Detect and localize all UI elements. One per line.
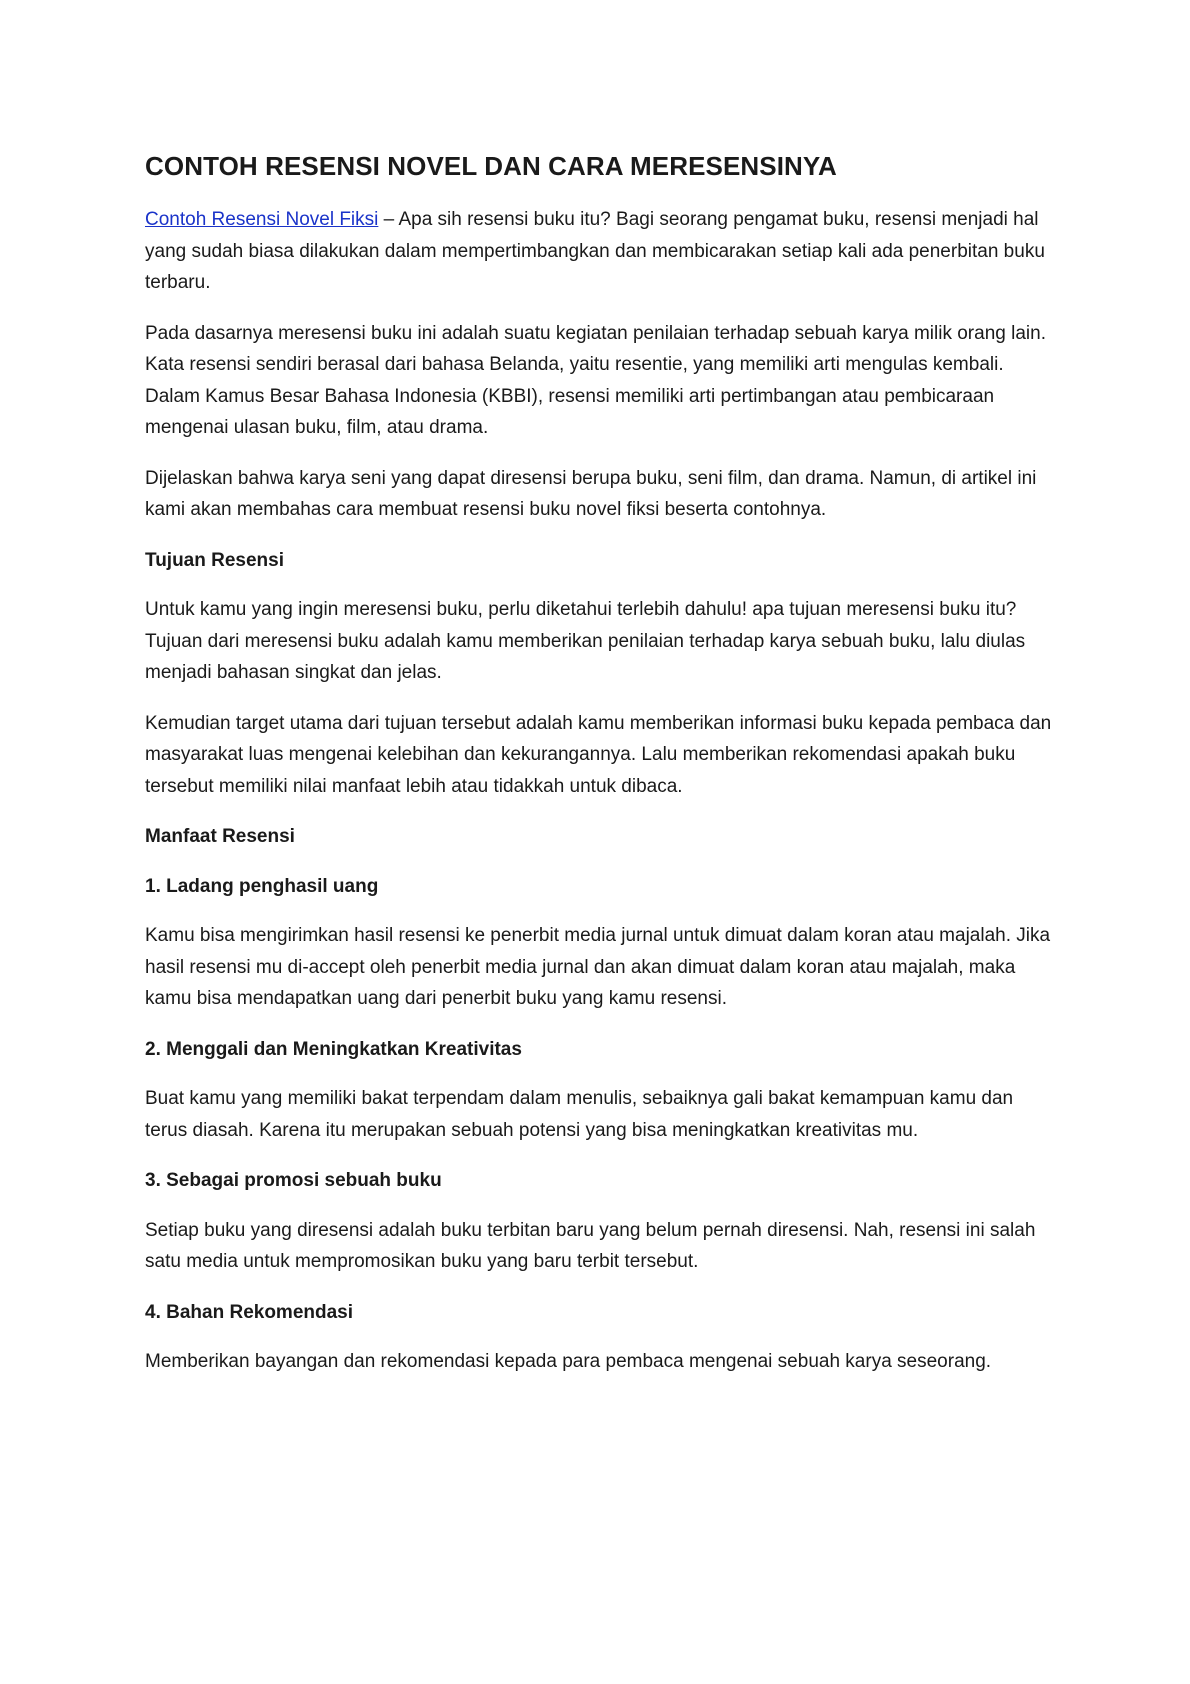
document-title: CONTOH RESENSI NOVEL DAN CARA MERESENSINYA (145, 151, 837, 181)
paragraph-tujuan-2: Kemudian target utama dari tujuan tersebut adalah kamu memberikan informasi buku kepada pembaca dan masyarakat luas mengenai kelebihan dan kekurangannya. Lalu memberikan rekomendasi apakah buku tersebut memiliki nilai manfaat lebih atau tidakkah untuk dibaca. (145, 712, 1052, 797)
heading-tujuan: Tujuan Resensi (145, 549, 285, 571)
paragraph-definition: Pada dasarnya meresensi buku ini adalah suatu kegiatan penilaian terhadap sebuah karya milik orang lain. Kata resensi sendiri berasal dari bahasa Belanda, yaitu resentie, yang memiliki arti mengulas kembali. Dalam Kamus Besar Bahasa Indonesia (KBBI), resensi memiliki arti pertimbangan atau pembicaraan mengenai ulasan buku, film, atau drama. (145, 322, 1046, 438)
manfaat-item-2-heading: 2. Menggali dan Meningkatkan Kreativitas (145, 1038, 522, 1060)
manfaat-item-4-text: Memberikan bayangan dan rekomendasi kepada para pembaca mengenai sebuah karya seseorang. (145, 1351, 992, 1372)
manfaat-item-1-heading: 1. Ladang penghasil uang (145, 875, 379, 897)
intro-text: – Apa sih resensi buku itu? Bagi seorang pengamat buku, resensi menjadi hal yang sudah biasa dilakukan dalam mempertimbangkan dan membicarakan setiap kali ada penerbitan buku terbaru. (145, 209, 1045, 293)
manfaat-item-3-text: Setiap buku yang diresensi adalah buku terbitan baru yang belum pernah diresensi. Nah, resensi ini salah satu media untuk mempromosikan buku yang baru terbit tersebut. (145, 1219, 1036, 1272)
manfaat-item-3-heading: 3. Sebagai promosi sebuah buku (145, 1170, 442, 1191)
intro-link[interactable]: Contoh Resensi Novel Fiksi (145, 209, 379, 230)
manfaat-item-1-text: Kamu bisa mengirimkan hasil resensi ke penerbit media jurnal untuk dimuat dalam koran atau majalah. Jika hasil resensi mu di-accept oleh penerbit media jurnal dan akan dimuat dalam koran atau majalah, maka kamu bisa mendapatkan uang dari penerbit buku yang kamu resensi. (145, 925, 1051, 1009)
intro-paragraph (145, 204, 1055, 299)
heading-manfaat: Manfaat Resensi (145, 826, 295, 847)
manfaat-item-4-heading: 4. Bahan Rekomendasi (145, 1301, 354, 1323)
manfaat-item-2-text: Buat kamu yang memiliki bakat terpendam dalam menulis, sebaiknya gali bakat kemampuan kamu dan terus diasah. Karena itu merupakan sebuah potensi yang bisa meningkatkan kreativitas mu. (145, 1088, 1014, 1141)
paragraph-scope: Dijelaskan bahwa karya seni yang dapat diresensi berupa buku, seni film, dan drama. Namun, di artikel ini kami akan membahas cara membuat resensi buku novel fiksi beserta contohnya. (145, 467, 1037, 520)
paragraph-tujuan-1: Untuk kamu yang ingin meresensi buku, perlu diketahui terlebih dahulu! apa tujuan meresensi buku itu? Tujuan dari meresensi buku adalah kamu memberikan penilaian terhadap karya sebuah buku, lalu diulas menjadi bahasan singkat dan jelas. (145, 599, 1026, 683)
document-page (145, 150, 1055, 1397)
